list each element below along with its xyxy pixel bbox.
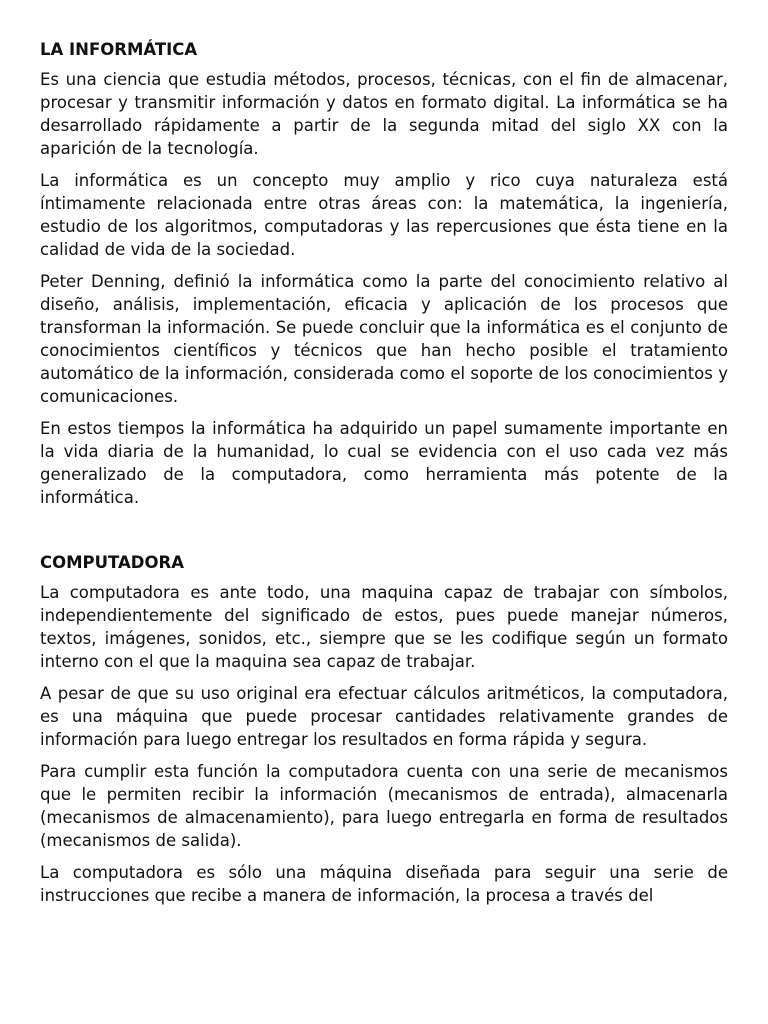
- paragraph-informatica-4: En estos tiempos la informática ha adquirido un papel sumamente importante en la vida diaria de la humanidad, lo cual se evidencia con el uso cada vez más generalizado de la computadora, como herramienta más potente de la informática.: [40, 419, 728, 507]
- paragraph-informatica-3: Peter Denning, definió la informática como la parte del conocimiento relativo al diseño, análisis, implementación, eficacia y aplicación de los procesos que transforman la información. Se puede concluir que la informática es el conjunto de conocimientos científicos y técnicos que han hecho posible el tratamiento automático de la información, considerada como el soporte de los conocimientos y comunicaciones.: [40, 272, 728, 406]
- paragraph-informatica-1: Es una ciencia que estudia métodos, procesos, técnicas, con el fin de almacenar, procesar y transmitir información y datos en formato digital. La informática se ha desarrollado rápidamente a partir de la segunda mitad del siglo XX con la aparición de la tecnología.: [40, 70, 728, 158]
- paragraph-computadora-2: A pesar de que su uso original era efectuar cálculos aritméticos, la computadora, es una máquina que puede procesar cantidades relativamente grandes de información para luego entregar los resultados en forma rápida y segura.: [40, 684, 728, 749]
- paragraph-computadora-4: La computadora es sólo una máquina diseñada para seguir una serie de instrucciones que recibe a manera de información, la procesa a través del: [40, 863, 728, 905]
- document-page: [40, 38, 728, 916]
- paragraph-computadora-3: Para cumplir esta función la computadora cuenta con una serie de mecanismos que le permiten recibir la información (mecanismos de entrada), almacenarla (mecanismos de almacenamiento), para luego entregarla en forma de resultados (mecanismos de salida).: [40, 762, 728, 850]
- section-heading-computadora: COMPUTADORA: [40, 553, 184, 572]
- paragraph-informatica-2: La informática es un concepto muy amplio y rico cuya naturaleza está íntimamente relacionada entre otras áreas con: la matemática, la ingeniería, estudio de los algoritmos, computadoras y las repercusiones que ésta tiene en la calidad de vida de la sociedad.: [40, 171, 728, 259]
- paragraph-computadora-1: La computadora es ante todo, una maquina capaz de trabajar con símbolos, independientemente del significado de estos, pues puede manejar números, textos, imágenes, sonidos, etc., siempre que se les codifique según un formato interno con el que la maquina sea capaz de trabajar.: [40, 583, 728, 671]
- section-heading-informatica: LA INFORMÁTICA: [40, 40, 198, 59]
- section-spacer: [40, 518, 728, 551]
